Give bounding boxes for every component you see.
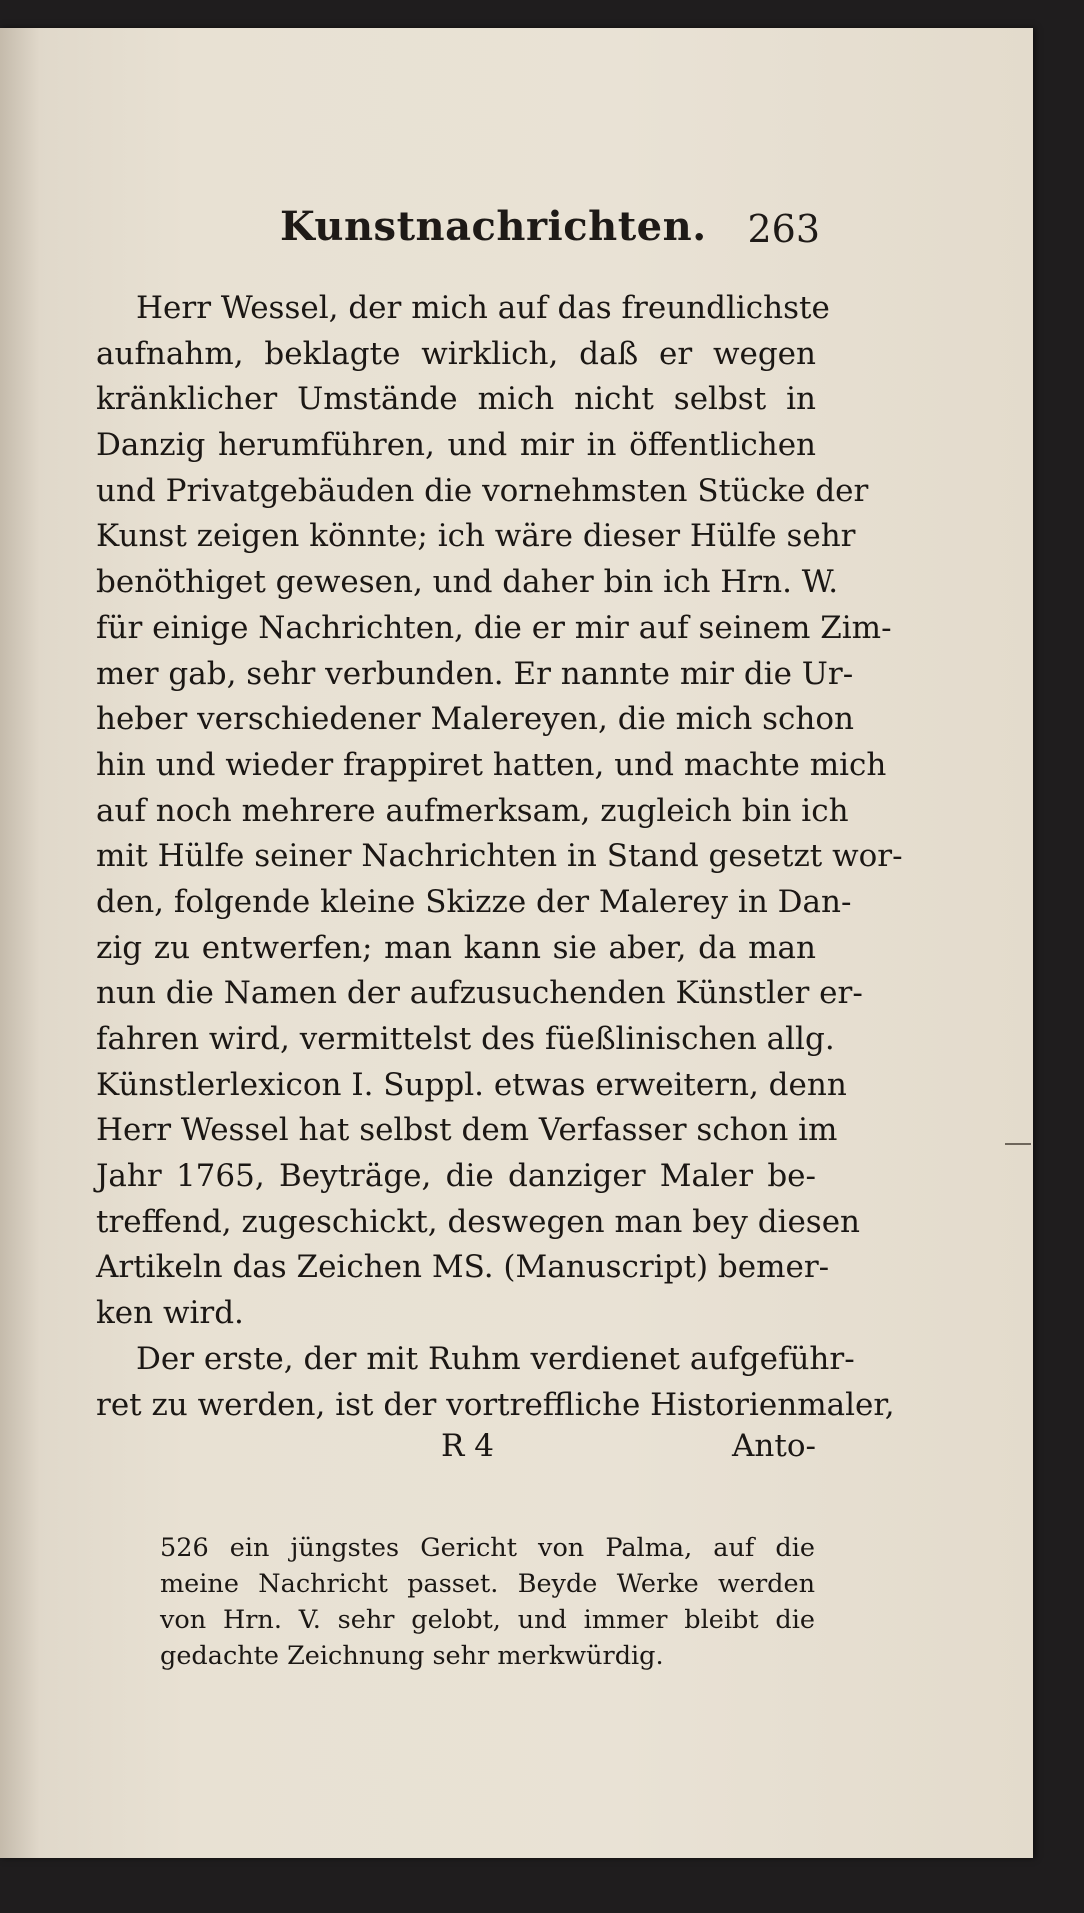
page-number: 263 — [747, 207, 820, 251]
page-footer-line — [96, 1428, 816, 1478]
text-line: zig zu entwerfen; man kann sie aber, da man — [96, 929, 816, 966]
body-text — [96, 286, 903, 1428]
text-line: auf noch mehrere aufmerksam, zugleich bin ich — [96, 792, 849, 829]
text-line: Der erste, der mit Ruhm verdienet aufgeführ- — [136, 1340, 855, 1377]
text-line: und Privatgebäuden die vornehmsten Stücke der — [96, 472, 869, 509]
page-header — [280, 203, 820, 253]
text-line: aufnahm, beklagte wirklich, daß er wegen — [96, 335, 816, 372]
page-edge-mark — [1005, 1143, 1031, 1145]
spine-shadow — [0, 28, 40, 1858]
text-line: Herr Wessel, der mich auf das freundlichste — [136, 290, 830, 326]
book-page — [0, 28, 1033, 1858]
text-line: hin und wieder frappiret hatten, und machte mich — [96, 746, 887, 783]
text-line: Jahr 1765, Beyträge, die danziger Maler be- — [96, 1158, 816, 1195]
text-line: Herr Wessel hat selbst dem Verfasser schon im — [96, 1112, 838, 1149]
text-line: mer gab, sehr verbunden. Er nannte mir die Ur- — [96, 655, 854, 692]
text-line: ret zu werden, ist der vortreffliche Historienmaler, — [96, 1386, 895, 1423]
text-line: kränklicher Umstände mich nicht selbst in — [96, 381, 816, 418]
catchword: Anto- — [732, 1428, 816, 1464]
footnote-line: von Hrn. V. sehr gelobt, und immer bleibt die — [160, 1605, 815, 1635]
text-line: nun die Namen der aufzusuchenden Künstler er- — [96, 975, 863, 1012]
text-line: benöthiget gewesen, und daher bin ich Hrn. W. — [96, 564, 839, 601]
text-line: fahren wird, vermittelst des füeßlinischen allg. — [96, 1021, 835, 1057]
text-line: heber verschiedener Malereyen, die mich schon — [96, 701, 855, 738]
text-line: Kunst zeigen könnte; ich wäre dieser Hülfe sehr — [96, 518, 856, 555]
footnote-line: gedachte Zeichnung sehr merkwürdig. — [160, 1641, 664, 1671]
footnote — [160, 1530, 815, 1674]
text-line: Artikeln das Zeichen MS. (Manuscript) bemer- — [96, 1249, 830, 1286]
footnote-line: 526 ein jüngstes Gericht von Palma, auf die — [160, 1533, 815, 1563]
text-line: Künstlerlexicon I. Suppl. etwas erweitern, denn — [96, 1066, 847, 1103]
text-line: treffend, zugeschickt, deswegen man bey diesen — [96, 1203, 861, 1240]
footnote-line: meine Nachricht passet. Beyde Werke werden — [160, 1569, 815, 1599]
text-line: mit Hülfe seiner Nachrichten in Stand gesetzt wor- — [96, 838, 903, 875]
running-head: Kunstnachrichten. — [280, 203, 707, 250]
signature-mark: R 4 — [441, 1428, 494, 1464]
text-line: Danzig herumführen, und mir in öffentlichen — [96, 427, 816, 464]
text-line: ken wird. — [96, 1295, 244, 1332]
text-line: den, folgende kleine Skizze der Malerey in Dan- — [96, 883, 852, 920]
text-line: für einige Nachrichten, die er mir auf seinem Zim- — [96, 609, 892, 646]
